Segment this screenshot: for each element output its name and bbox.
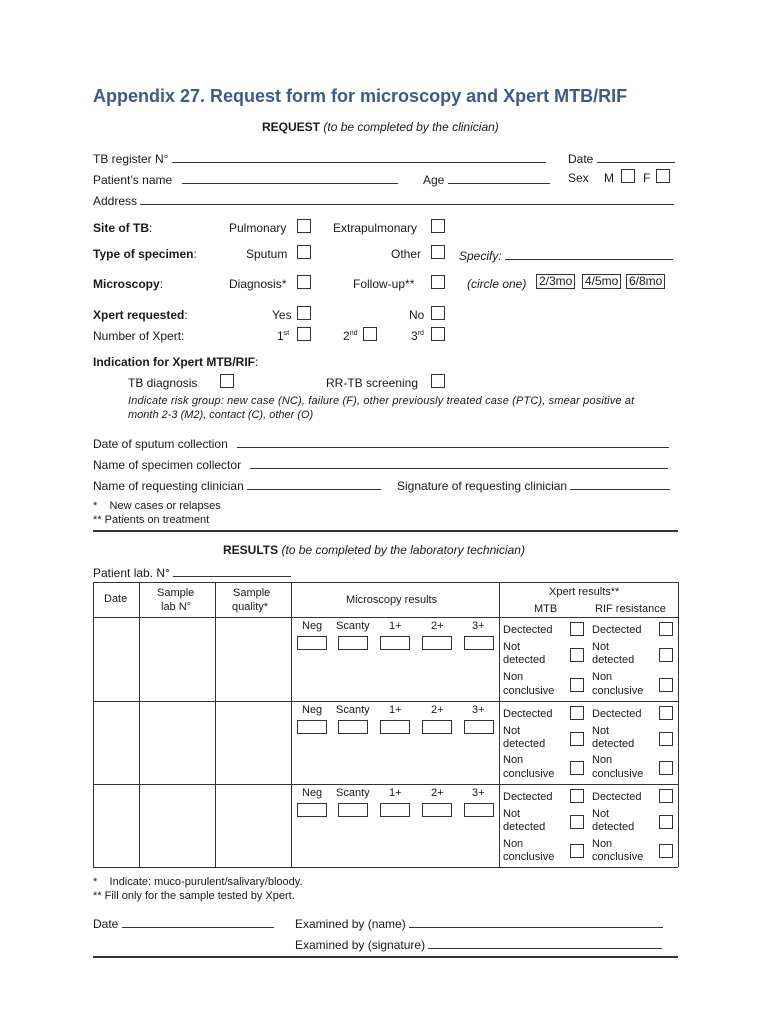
col-sample-quality-2: quality*	[232, 601, 269, 613]
request-footnote-2	[93, 514, 209, 526]
rr-tb-label: RR-TB screening	[326, 376, 419, 390]
mtb-non-conclusive-checkbox[interactable]	[570, 678, 584, 692]
examined-sig-row	[295, 936, 662, 952]
mtb-detected-label: Dectected	[503, 624, 553, 636]
grade-2plus-box[interactable]	[422, 803, 452, 817]
grade-2plus-box[interactable]	[422, 636, 452, 650]
microscopy-label: Microscopy	[93, 277, 160, 291]
address-field[interactable]	[140, 192, 674, 205]
mtb-non-conclusive-label-2: conclusive	[503, 768, 555, 780]
table-border	[291, 582, 292, 867]
mtb-not-detected-label-1: Not	[503, 725, 521, 737]
results-heading	[223, 543, 525, 557]
sex-label: Sex	[568, 171, 589, 185]
xpert-number-label: Number of Xpert:	[93, 329, 185, 343]
xpert-2nd-sup: nd	[349, 330, 358, 337]
circle-option-4-5mo[interactable]: 4/5mo	[582, 274, 621, 289]
mtb-detected-checkbox[interactable]	[570, 622, 584, 636]
grade-neg-box[interactable]	[297, 636, 327, 650]
rif-not-detected-checkbox[interactable]	[659, 732, 673, 746]
patient-name-row	[93, 171, 398, 187]
rif-detected-label: Dectected	[592, 791, 642, 803]
rif-not-detected-checkbox[interactable]	[659, 815, 673, 829]
clinician-field[interactable]	[247, 477, 381, 490]
sputum-label: Sputum	[246, 247, 288, 261]
mtb-non-conclusive-checkbox[interactable]	[570, 761, 584, 775]
results-date-row	[93, 915, 274, 931]
mtb-non-conclusive-checkbox[interactable]	[570, 844, 584, 858]
mtb-not-detected-checkbox[interactable]	[570, 732, 584, 746]
patient-lab-row	[93, 564, 291, 580]
request-fn2-text: Patients on treatment	[104, 514, 210, 526]
xpert-yes-checkbox[interactable]	[297, 306, 311, 320]
rif-non-conclusive-label-1: Non	[592, 838, 613, 850]
rif-not-detected-checkbox[interactable]	[659, 648, 673, 662]
rif-non-conclusive-label-1: Non	[592, 754, 613, 766]
circle-one-label: (circle one)	[467, 277, 527, 291]
table-border	[93, 582, 678, 583]
site-label: Site of TB	[93, 221, 149, 235]
clinician-label: Name of requesting clinician	[93, 479, 244, 493]
rif-not-detected-label-2: detected	[592, 738, 635, 750]
signature-label: Signature of requesting clinician	[397, 479, 568, 493]
table-border	[499, 582, 500, 867]
mtb-detected-label: Dectected	[503, 708, 553, 720]
mtb-non-conclusive-label-1: Non	[503, 754, 524, 766]
mtb-detected-checkbox[interactable]	[570, 706, 584, 720]
mtb-non-conclusive-label-2: conclusive	[503, 685, 555, 697]
results-fn1-text: Indicate: muco-purulent/salivary/bloody.	[109, 876, 303, 888]
col-date: Date	[104, 593, 128, 605]
rr-tb-checkbox[interactable]	[431, 374, 445, 388]
site-of-tb-row: Site of TB:	[93, 221, 153, 235]
results-date-field[interactable]	[122, 915, 274, 928]
grade-2plus: 2+	[431, 704, 444, 716]
grade-3plus-box[interactable]	[464, 803, 494, 817]
xpert-2nd-checkbox[interactable]	[363, 327, 377, 341]
section-divider	[93, 530, 678, 532]
grade-scanty: Scanty	[336, 704, 370, 716]
bottom-divider	[93, 956, 678, 958]
grade-3plus-box[interactable]	[464, 720, 494, 734]
xpert-requested-row: Xpert requested:	[93, 308, 188, 322]
xpert-3rd-label	[411, 329, 424, 343]
rif-detected-label: Dectected	[592, 624, 642, 636]
col-sample-quality-1: Sample	[233, 587, 271, 599]
tb-diagnosis-label: TB diagnosis	[128, 376, 198, 390]
mtb-detected-label: Dectected	[503, 791, 553, 803]
xpert-1st-num: 1	[277, 329, 284, 343]
specimen-label: Type of specimen	[93, 247, 194, 261]
table-border	[93, 701, 678, 702]
mtb-not-detected-label-2: detected	[503, 821, 546, 833]
col-mtb: MTB	[534, 603, 558, 615]
grade-3plus: 3+	[472, 620, 485, 632]
sex-m-checkbox[interactable]	[621, 169, 635, 183]
rif-not-detected-label-2: detected	[592, 654, 635, 666]
examined-sig-label: Examined by (signature)	[295, 938, 426, 952]
tb-register-label: TB register N°	[93, 152, 169, 166]
signature-field[interactable]	[570, 477, 670, 490]
mtb-not-detected-checkbox[interactable]	[570, 815, 584, 829]
extrapulmonary-checkbox[interactable]	[431, 219, 445, 233]
grade-3plus-box[interactable]	[464, 636, 494, 650]
col-xpert: Xpert results**	[549, 586, 620, 598]
mtb-not-detected-label-2: detected	[503, 654, 546, 666]
xpert-3rd-sup: rd	[417, 330, 424, 337]
grade-scanty-box[interactable]	[338, 803, 368, 817]
examined-name-row	[295, 915, 663, 931]
mtb-not-detected-checkbox[interactable]	[570, 648, 584, 662]
mtb-non-conclusive-label-1: Non	[503, 671, 524, 683]
rif-non-conclusive-checkbox[interactable]	[659, 678, 673, 692]
request-fn1-text: New cases or relapses	[109, 500, 221, 512]
pulmonary-label: Pulmonary	[229, 221, 287, 235]
grade-1plus-box[interactable]	[380, 720, 410, 734]
diagnosis-label: Diagnosis*	[229, 277, 287, 291]
rif-non-conclusive-checkbox[interactable]	[659, 844, 673, 858]
results-footnote-2	[93, 890, 295, 902]
rif-detected-label: Dectected	[592, 708, 642, 720]
sex-f-checkbox[interactable]	[656, 169, 670, 183]
table-border	[678, 582, 679, 867]
mtb-not-detected-label-1: Not	[503, 641, 521, 653]
col-microscopy: Microscopy results	[346, 594, 438, 606]
rif-not-detected-label-1: Not	[592, 641, 610, 653]
xpert-label: Xpert requested	[93, 308, 185, 322]
mtb-detected-checkbox[interactable]	[570, 789, 584, 803]
grade-1plus: 1+	[389, 704, 402, 716]
mtb-not-detected-label-2: detected	[503, 738, 546, 750]
grade-1plus: 1+	[389, 787, 402, 799]
address-label: Address	[93, 194, 138, 208]
table-border	[139, 582, 140, 867]
indication-row: Indication for Xpert MTB/RIF:	[93, 355, 259, 369]
age-field[interactable]	[448, 171, 550, 184]
grade-neg-box[interactable]	[297, 803, 327, 817]
sex-m-label: M	[604, 171, 614, 185]
sputum-date-field[interactable]	[237, 435, 669, 448]
results-fn2-mark: **	[93, 890, 102, 902]
mtb-non-conclusive-label-2: conclusive	[503, 851, 555, 863]
date-row	[568, 150, 675, 166]
followup-label: Follow-up**	[353, 277, 415, 291]
xpert-1st-checkbox[interactable]	[297, 327, 311, 341]
rif-not-detected-label-1: Not	[592, 808, 610, 820]
request-fn1-mark: *	[93, 500, 98, 512]
results-heading-label: RESULTS	[223, 543, 279, 557]
col-rif: RIF resistance	[595, 603, 666, 615]
tb-diagnosis-checkbox[interactable]	[220, 374, 234, 388]
results-fn2-text: Fill only for the sample tested by Xpert.	[104, 890, 295, 902]
patient-lab-label: Patient lab. N°	[93, 566, 170, 580]
table-border	[93, 617, 678, 618]
examined-sig-field[interactable]	[428, 936, 662, 949]
collector-row	[93, 456, 668, 472]
results-fn1-mark: *	[93, 876, 98, 888]
grade-3plus: 3+	[472, 704, 485, 716]
rif-non-conclusive-checkbox[interactable]	[659, 761, 673, 775]
patient-name-field[interactable]	[182, 171, 398, 184]
request-heading-label: REQUEST	[262, 120, 321, 134]
sputum-date-row	[93, 435, 669, 451]
risk-group-note-2: month 2-3 (M2), contact (C), other (O)	[128, 409, 314, 421]
xpert-2nd-label	[343, 329, 357, 343]
grade-2plus-box[interactable]	[422, 720, 452, 734]
collector-label: Name of specimen collector	[93, 458, 242, 472]
grade-scanty-box[interactable]	[338, 720, 368, 734]
table-border	[93, 582, 94, 867]
xpert-yes-label: Yes	[272, 308, 292, 322]
extrapulmonary-label: Extrapulmonary	[333, 221, 418, 235]
risk-group-note-1: Indicate risk group: new case (NC), failure (F), other previously treated case (PTC), smear positive at	[128, 395, 635, 407]
mtb-not-detected-label-1: Not	[503, 808, 521, 820]
tb-register-row	[93, 150, 546, 166]
grade-2plus: 2+	[431, 620, 444, 632]
request-footnote-1	[93, 500, 221, 512]
grade-scanty-box[interactable]	[338, 636, 368, 650]
xpert-no-checkbox[interactable]	[431, 306, 445, 320]
mtb-non-conclusive-label-1: Non	[503, 838, 524, 850]
other-label: Other	[391, 247, 422, 261]
microscopy-row: Microscopy:	[93, 277, 164, 291]
rif-non-conclusive-label-2: conclusive	[592, 851, 644, 863]
request-heading-note: (to be completed by the clinician)	[323, 120, 499, 134]
results-heading-note: (to be completed by the laboratory technician)	[281, 543, 525, 557]
patient-lab-field[interactable]	[173, 564, 291, 577]
page-title: Appendix 27. Request form for microscopy and Xpert MTB/RIF	[93, 86, 628, 106]
xpert-1st-label	[277, 329, 289, 343]
grade-scanty: Scanty	[336, 620, 370, 632]
xpert-1st-sup: st	[283, 330, 290, 337]
pulmonary-checkbox[interactable]	[297, 219, 311, 233]
clinician-row	[93, 477, 381, 493]
rif-non-conclusive-label-2: conclusive	[592, 768, 644, 780]
date-field[interactable]	[597, 150, 675, 163]
rif-detected-checkbox[interactable]	[659, 789, 673, 803]
xpert-no-label: No	[409, 308, 425, 322]
rif-not-detected-label-2: detected	[592, 821, 635, 833]
other-checkbox[interactable]	[431, 245, 445, 259]
grade-neg-box[interactable]	[297, 720, 327, 734]
sputum-date-label: Date of sputum collection	[93, 437, 228, 451]
table-border	[215, 582, 216, 867]
grade-1plus-box[interactable]	[380, 636, 410, 650]
results-footnote-1	[93, 876, 303, 888]
rif-detected-checkbox[interactable]	[659, 622, 673, 636]
age-label: Age	[423, 173, 445, 187]
table-border	[93, 784, 678, 785]
indication-label: Indication for Xpert MTB/RIF	[93, 355, 255, 369]
col-sample-lab-1: Sample	[157, 587, 195, 599]
signature-row	[397, 477, 670, 493]
examined-name-label: Examined by (name)	[295, 917, 406, 931]
grade-scanty: Scanty	[336, 787, 370, 799]
xpert-3rd-checkbox[interactable]	[431, 327, 445, 341]
specify-label: Specify:	[459, 249, 502, 263]
sputum-checkbox[interactable]	[297, 245, 311, 259]
request-heading	[262, 120, 499, 134]
results-date-label: Date	[93, 917, 119, 931]
specify-field[interactable]	[505, 247, 673, 260]
examined-name-field[interactable]	[409, 915, 663, 928]
sex-f-label: F	[643, 171, 651, 185]
date-label: Date	[568, 152, 594, 166]
grade-2plus: 2+	[431, 787, 444, 799]
followup-checkbox[interactable]	[431, 275, 445, 289]
rif-not-detected-label-1: Not	[592, 725, 610, 737]
col-sample-lab-2: lab N°	[161, 601, 192, 613]
circle-option-6-8mo[interactable]: 6/8mo	[626, 274, 665, 289]
grade-neg: Neg	[302, 620, 323, 632]
grade-1plus-box[interactable]	[380, 803, 410, 817]
table-border	[93, 867, 678, 868]
age-row	[423, 171, 550, 187]
grade-1plus: 1+	[389, 620, 402, 632]
circle-option-2-3mo[interactable]: 2/3mo	[536, 274, 575, 289]
rif-non-conclusive-label-2: conclusive	[592, 685, 644, 697]
grade-neg: Neg	[302, 787, 323, 799]
tb-register-field[interactable]	[172, 150, 546, 163]
patient-name-label: Patient’s name	[93, 173, 173, 187]
grade-3plus: 3+	[472, 787, 485, 799]
xpert-2nd-num: 2	[343, 329, 350, 343]
grade-neg: Neg	[302, 704, 323, 716]
rif-detected-checkbox[interactable]	[659, 706, 673, 720]
specimen-row: Type of specimen:	[93, 247, 197, 261]
specify-row	[459, 247, 673, 263]
collector-field[interactable]	[250, 456, 668, 469]
request-fn2-mark: **	[93, 514, 102, 526]
diagnosis-checkbox[interactable]	[297, 275, 311, 289]
xpert-3rd-num: 3	[411, 329, 418, 343]
rif-non-conclusive-label-1: Non	[592, 671, 613, 683]
address-row	[93, 192, 674, 208]
